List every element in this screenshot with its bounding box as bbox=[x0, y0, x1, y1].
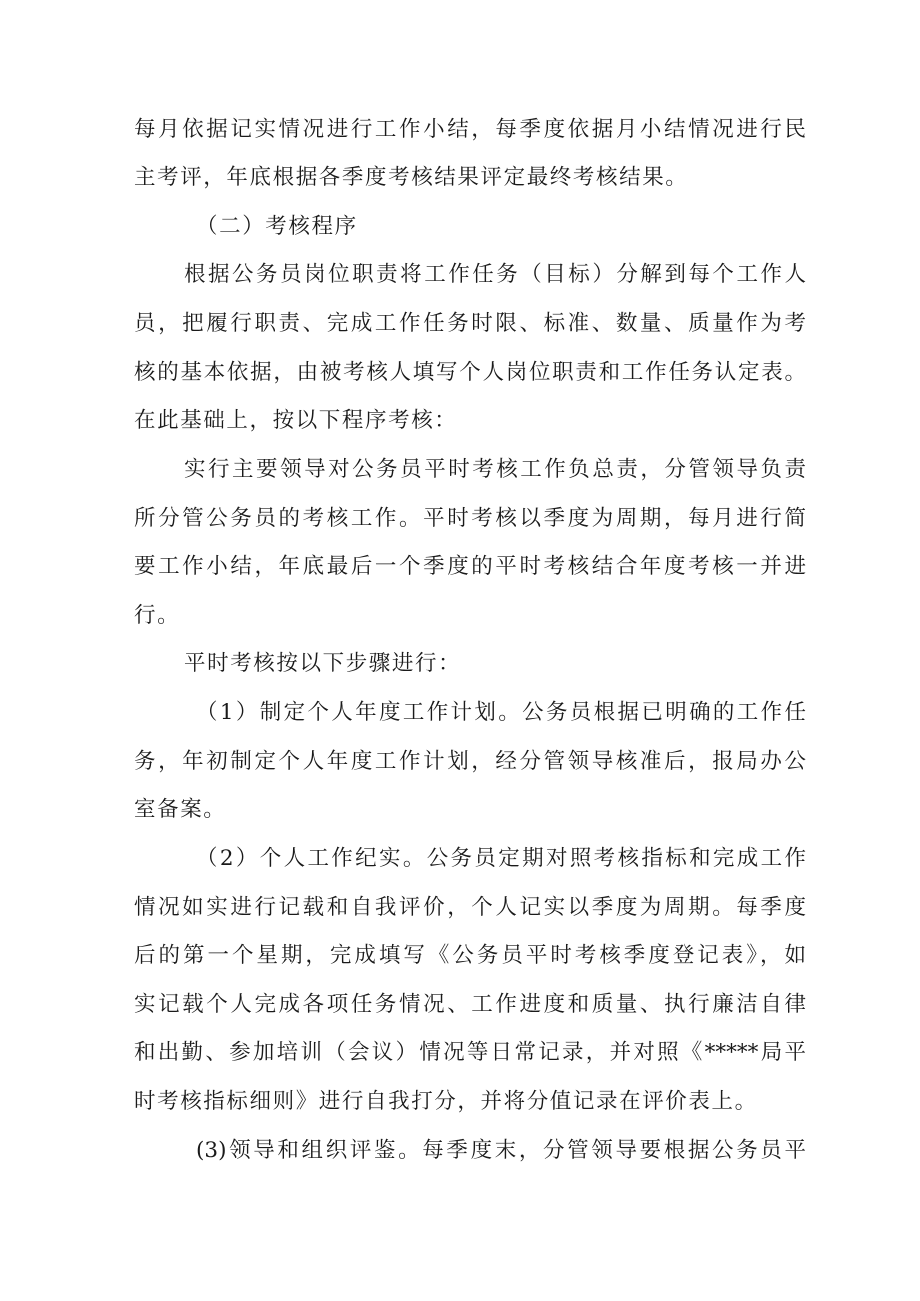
section-heading: （二）考核程序 bbox=[196, 214, 358, 239]
paragraph-line: 员，把履行职责、完成工作任务时限、标准、数量、质量作为考 bbox=[134, 311, 806, 336]
paragraph-line: 行。 bbox=[134, 603, 181, 628]
paragraph-line: 实记载个人完成各项任务情况、工作进度和质量、执行廉洁自律 bbox=[134, 992, 806, 1017]
paragraph-line: 在此基础上，按以下程序考核： bbox=[134, 408, 458, 433]
paragraph-line: 务，年初制定个人年度工作计划，经分管领导核准后，报局办公 bbox=[134, 749, 806, 774]
paragraph-line: 每月依据记实情况进行工作小结，每季度依据月小结情况进行民 bbox=[134, 117, 806, 142]
paragraph-line: 实行主要领导对公务员平时考核工作负总责，分管领导负责 bbox=[184, 457, 806, 482]
paragraph-line: 室备案。 bbox=[134, 797, 227, 822]
paragraph-line: 所分管公务员的考核工作。平时考核以季度为周期，每月进行简 bbox=[134, 506, 806, 531]
paragraph-line: 情况如实进行记载和自我评价，个人记实以季度为周期。每季度 bbox=[134, 895, 806, 920]
paragraph-line: 核的基本依据，由被考核人填写个人岗位职责和工作任务认定表。 bbox=[134, 360, 806, 385]
paragraph-line: 平时考核按以下步骤进行： bbox=[184, 651, 462, 676]
paragraph-line: 后的第一个星期，完成填写《公务员平时考核季度登记表》，如 bbox=[134, 943, 806, 968]
paragraph-line: 要工作小结，年底最后一个季度的平时考核结合年度考核一并进 bbox=[134, 554, 806, 579]
paragraph-line: (3)领导和组织评鉴。每季度末，分管领导要根据公务员平 bbox=[196, 1138, 806, 1163]
paragraph-line: （2）个人工作纪实。公务员定期对照考核指标和完成工作 bbox=[196, 846, 806, 871]
paragraph-line: 和出勤、参加培训（会议）情况等日常记录，并对照《*****局平 bbox=[134, 1040, 806, 1065]
paragraph-line: 主考评，年底根据各季度考核结果评定最终考核结果。 bbox=[134, 165, 689, 190]
paragraph-line: 根据公务员岗位职责将工作任务（目标）分解到每个工作人 bbox=[184, 262, 806, 287]
paragraph-line: （1）制定个人年度工作计划。公务员根据已明确的工作任 bbox=[196, 700, 806, 725]
paragraph-line: 时考核指标细则》进行自我打分，并将分值记录在评价表上。 bbox=[134, 1089, 758, 1114]
